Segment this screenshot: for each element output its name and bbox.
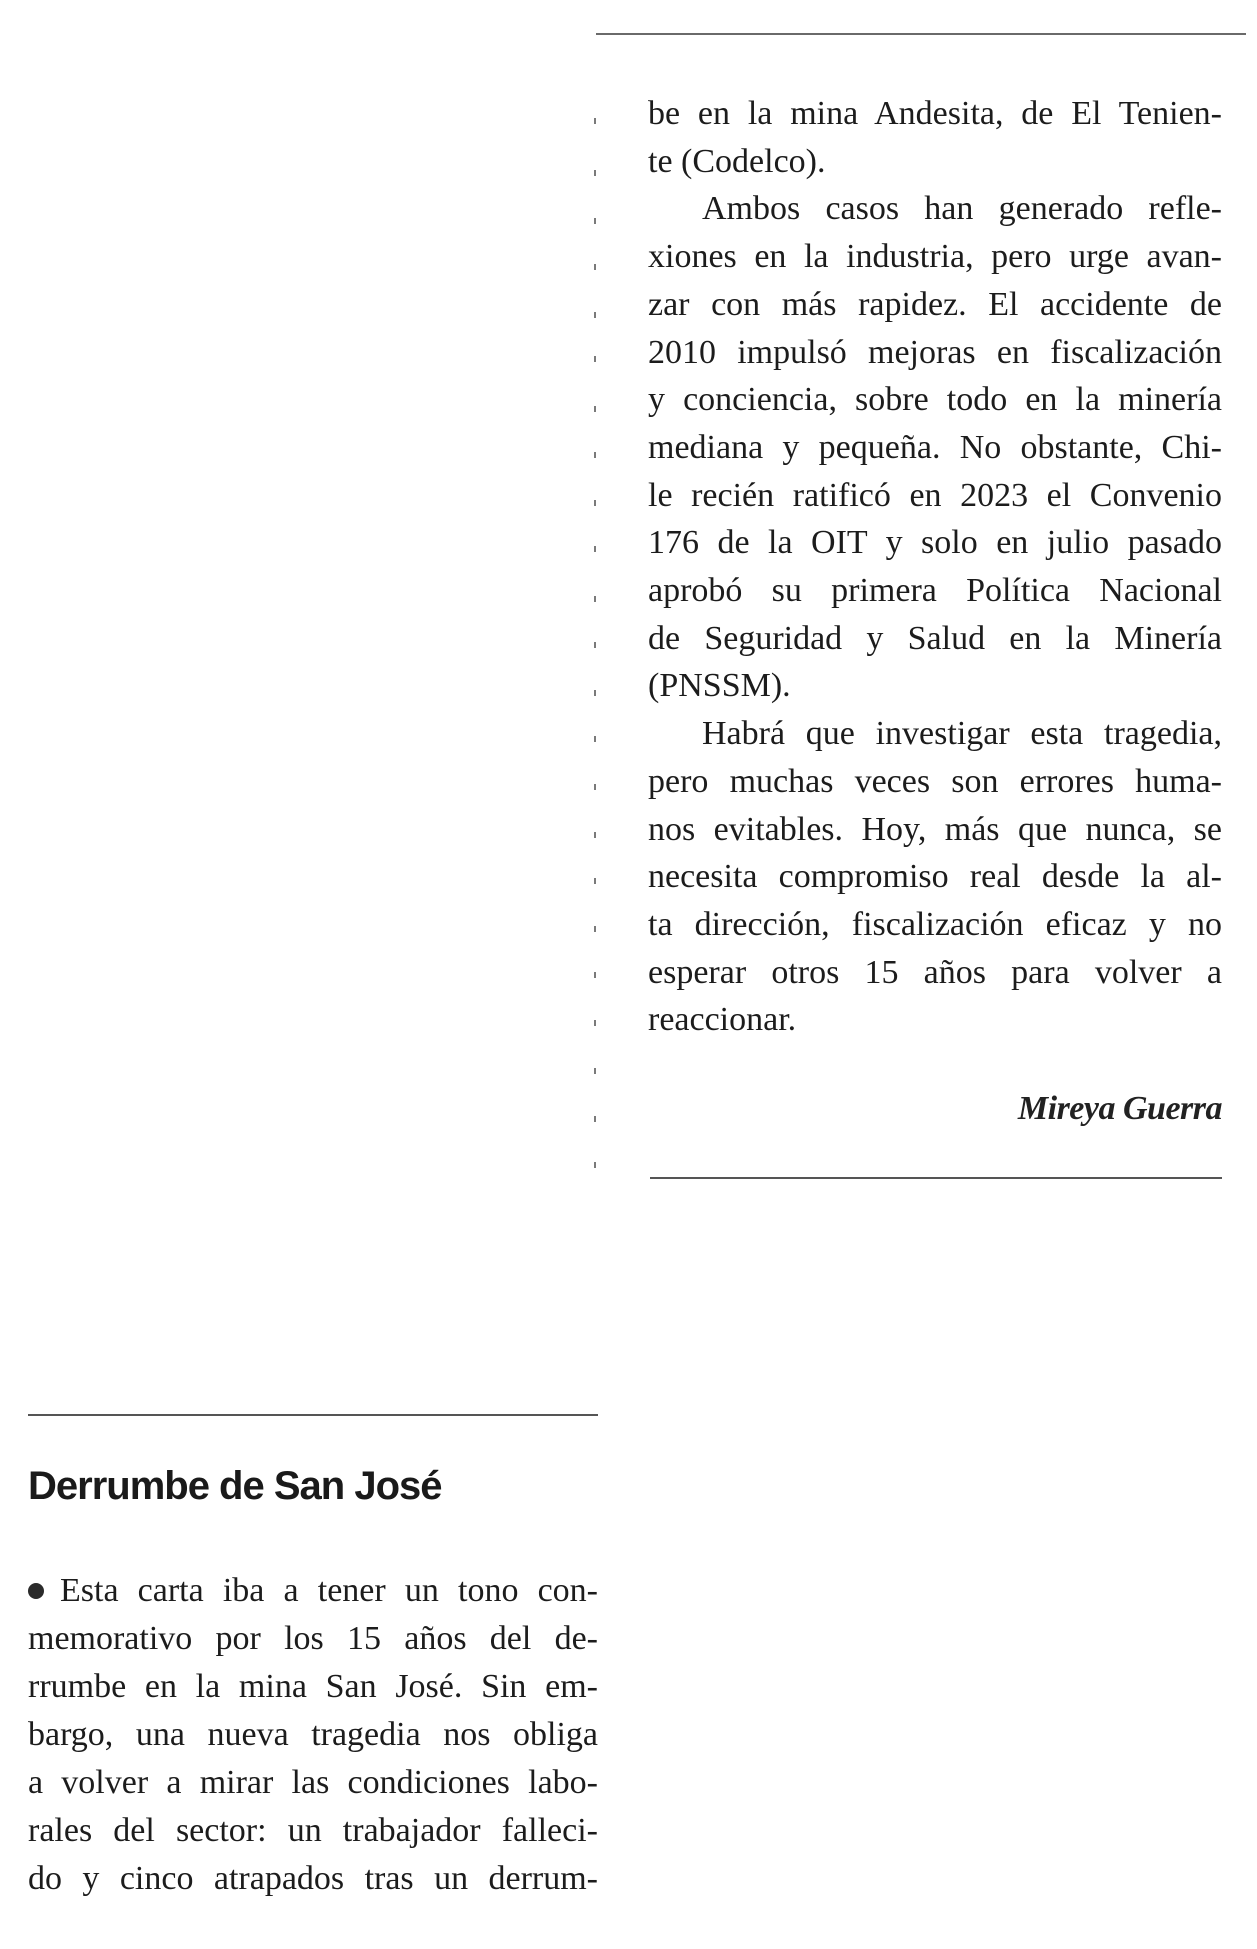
section-divider [28, 1414, 598, 1416]
column-tick [594, 312, 596, 318]
text-line: 176 de la OIT y solo en julio pasado [648, 524, 1222, 562]
text-line: rales del sector: un trabajador falleci- [28, 1812, 598, 1849]
column-tick [594, 406, 596, 412]
letter-1-body [648, 90, 1222, 1044]
letter-1-paragraph [648, 90, 1222, 185]
text-line-content: Esta carta iba a tener un tono con- [60, 1572, 598, 1609]
letter-2-paragraph [28, 1567, 598, 1903]
text-line: be en la mina Andesita, de El Tenien- [648, 95, 1222, 132]
column-tick [594, 452, 596, 458]
column-tick [594, 546, 596, 552]
text-line: mediana y pequeña. No obstante, Chi- [648, 428, 1222, 466]
column-tick-marks [594, 100, 600, 1180]
column-tick [594, 1162, 596, 1168]
text-line: le recién ratificó en 2023 el Convenio [648, 476, 1222, 514]
column-tick [594, 170, 596, 176]
letter-1-paragraph [648, 185, 1222, 710]
column-tick [594, 596, 596, 602]
text-line: xiones en la industria, pero urge avan- [648, 238, 1222, 276]
text-line: Habrá que investigar esta tragedia, [702, 715, 1222, 753]
column-tick [594, 500, 596, 506]
text-line: pero muchas veces son errores huma- [648, 762, 1222, 800]
text-line: necesita compromiso real desde la al- [648, 858, 1222, 896]
letter-1-signature: Mireya Guerra [1017, 1090, 1222, 1127]
text-line: memorativo por los 15 años del de- [28, 1620, 598, 1657]
text-line: (PNSSM). [648, 667, 791, 705]
text-line: reaccionar. [648, 1001, 797, 1039]
column-tick [594, 878, 596, 884]
top-divider [596, 33, 1246, 35]
text-line: a volver a mirar las condiciones labo- [28, 1764, 598, 1801]
column-tick [594, 1116, 596, 1122]
text-line: ta dirección, fiscalización eficaz y no [648, 905, 1222, 943]
column-tick [594, 690, 596, 696]
column-tick [594, 926, 596, 932]
column-tick [594, 1068, 596, 1074]
column-tick [594, 642, 596, 648]
letter-2-title: Derrumbe de San José [28, 1464, 442, 1508]
bullet-icon [28, 1583, 44, 1599]
text-line: 2010 impulsó mejoras en fiscalización [648, 333, 1222, 371]
text-line: esperar otros 15 años para volver a [648, 953, 1222, 991]
column-tick [594, 832, 596, 838]
text-line: y conciencia, sobre todo en la minería [648, 381, 1222, 419]
text-line: bargo, una nueva tragedia nos obliga [28, 1716, 598, 1753]
text-line: aprobó su primera Política Nacional [648, 572, 1222, 610]
column-tick [594, 784, 596, 790]
column-tick [594, 218, 596, 224]
text-line: te (Codelco). [648, 142, 826, 180]
text-line: Ambos casos han generado refle- [702, 190, 1222, 228]
column-tick [594, 356, 596, 362]
text-line: nos evitables. Hoy, más que nunca, se [648, 810, 1222, 848]
signature-divider [650, 1177, 1222, 1179]
column-tick [594, 972, 596, 978]
column-tick [594, 1020, 596, 1026]
column-tick [594, 736, 596, 742]
text-line: rrumbe en la mina San José. Sin em- [28, 1668, 598, 1705]
column-tick [594, 118, 596, 124]
column-tick [594, 264, 596, 270]
text-line: do y cinco atrapados tras un derrum- [28, 1860, 598, 1897]
text-line [28, 1567, 598, 1615]
letter-1-paragraph [648, 710, 1222, 1044]
letter-2-body [28, 1567, 598, 1903]
text-line: de Seguridad y Salud en la Minería [648, 619, 1222, 657]
text-line: zar con más rapidez. El accidente de [648, 285, 1222, 323]
